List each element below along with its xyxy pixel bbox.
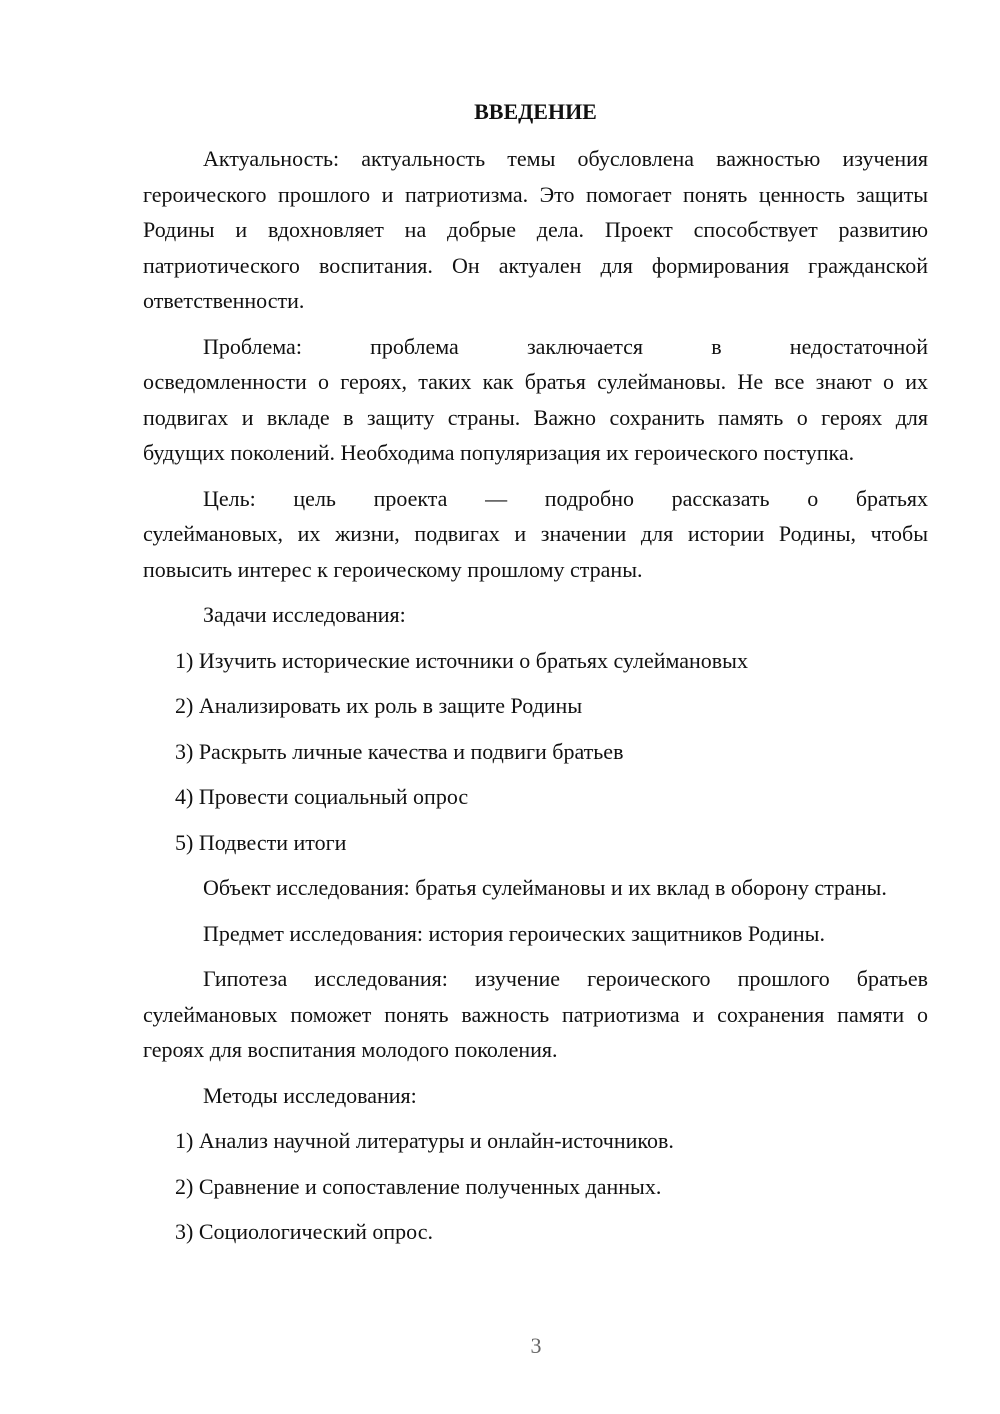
problem-paragraph-first-line: Проблема: проблема заключается в недостаточной [203,333,928,359]
goal-paragraph-continued: сулеймановых, их жизни, подвигах и значении для истории Родины, чтобы повысить интерес к героическому прошлому страны. [143,521,928,582]
problem-paragraph-continued: осведомленности о героях, таких как братья сулеймановы. Не все знают о их подвигах и вкладе в защиту страны. Важно сохранить память о героях для будущих поколений. Необходима популяризация их героического поступка. [143,369,928,465]
relevance-paragraph: Актуальность: актуальность темы обусловлена важностью изучения героического прошлого и патриотизма. Это помогает понять ценность защиты Родины и вдохновляет на добрые дела. Проект способствует развитию патриотического воспитания. Он актуален для формирования гражданской ответственности. [143,146,928,313]
tasks-list-item: 2) Анализировать их роль в защите Родины [175,693,583,718]
tasks-list-item: 5) Подвести итоги [175,829,347,855]
page-title: ВВЕДЕНИЕ [474,99,597,124]
tasks-list [143,643,928,861]
object-paragraph: Объект исследования: братья сулеймановы и их вклад в оборону страны. [203,875,887,900]
goal-paragraph-first-line: Цель: цель проекта — подробно рассказать о братьях [203,485,928,511]
goal-paragraph [143,481,928,517]
methods-list-item: 1) Анализ научной литературы и онлайн-источников. [175,1128,674,1153]
tasks-list-item: 3) Раскрыть личные качества и подвиги братьев [175,738,624,764]
hypothesis-paragraph: Гипотеза исследования: изучение героического прошлого братьев сулеймановых поможет понять важность патриотизма и сохранения памяти о героях для воспитания молодого поколения. [143,966,928,1062]
tasks-list-item: 1) Изучить исторические источники о братьях сулеймановых [175,647,748,673]
page-number: 3 [530,1333,542,1358]
subject-paragraph: Предмет исследования: история героических защитников Родины. [203,920,825,946]
problem-paragraph [143,329,928,365]
methods-list-item: 2) Сравнение и сопоставление полученных данных. [175,1173,662,1199]
tasks-list-item: 4) Провести социальный опрос [175,784,469,809]
methods-heading: Методы исследования: [203,1082,417,1108]
methods-list-item: 3) Социологический опрос. [175,1219,433,1244]
page-content [143,94,928,1260]
tasks-heading: Задачи исследования: [203,602,406,627]
methods-list [143,1123,928,1250]
